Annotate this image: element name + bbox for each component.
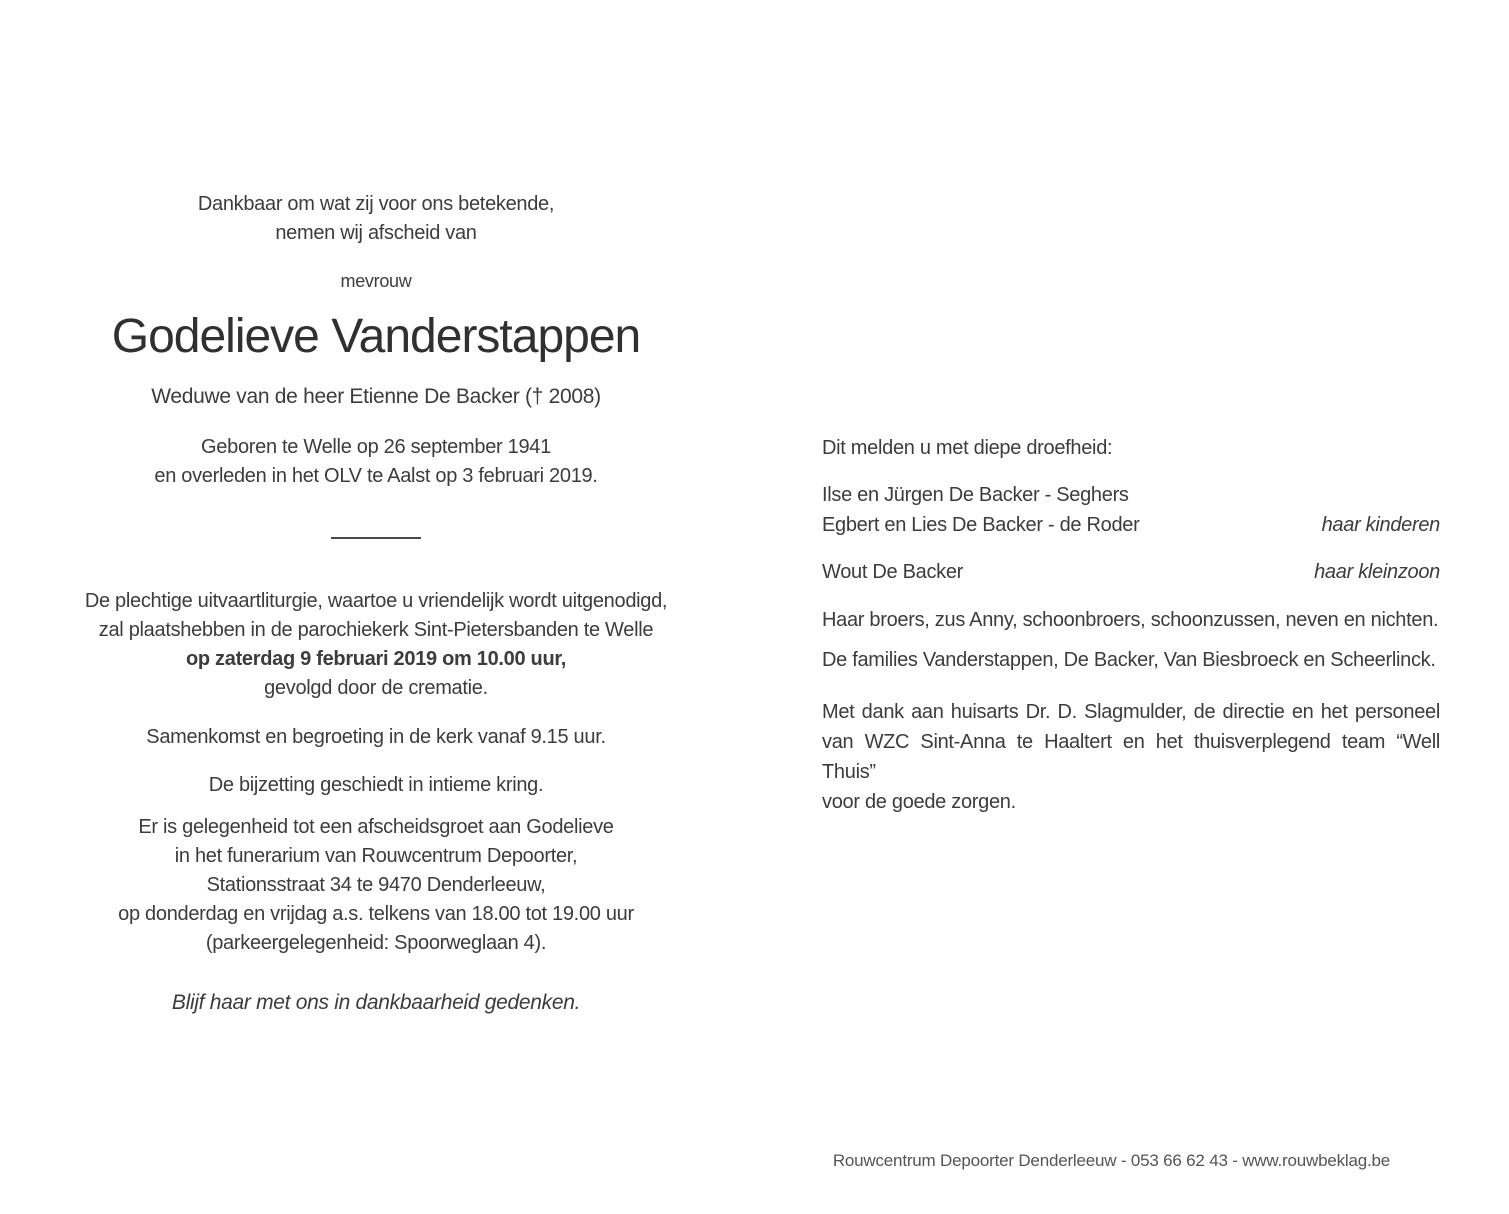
section-divider <box>331 537 421 539</box>
farewell-line-5: (parkeergelegenheid: Spoorweglaan 4). <box>205 932 547 954</box>
birth-line: Geboren te Welle op 26 september 1941 <box>201 436 551 458</box>
farewell-block <box>70 813 682 958</box>
salutation: mevrouw <box>340 271 412 291</box>
farewell-line-2: in het funerarium van Rouwcentrum Depoorter, <box>174 845 578 867</box>
ceremony-column <box>70 190 682 1017</box>
grandson-row <box>822 557 1440 587</box>
announcement-line: Dit melden u met diepe droefheid: <box>822 437 1113 459</box>
families-line: De families Vanderstappen, De Backer, Van Biesbroeck en Scheerlinck. <box>822 649 1436 671</box>
thanks-line-2: van WZC Sint-Anna te Haaltert en het thuisverplegend team “Well Thuis” <box>822 731 1440 783</box>
deceased-name: Godelieve Vanderstappen <box>111 310 641 363</box>
service-line-2: zal plaatshebben in de parochiekerk Sint-Pietersbanden te Welle <box>98 619 654 641</box>
thanks-block <box>822 697 1440 817</box>
children-names-line-1: Ilse en Jürgen De Backer - Seghers <box>822 484 1129 506</box>
children-relation-label: haar kinderen <box>1321 514 1440 536</box>
farewell-line-4: op donderdag en vrijdag a.s. telkens van 18.00 tot 19.00 uur <box>118 903 634 925</box>
farewell-line-3: Stationsstraat 34 te 9470 Denderleeuw, <box>206 874 546 896</box>
farewell-line-1: Er is gelegenheid tot een afscheidsgroet aan Godelieve <box>138 816 614 838</box>
intro-line-2: nemen wij afscheid van <box>275 222 477 244</box>
grandson-relation-label: haar kleinzoon <box>1314 561 1440 583</box>
mourners-column <box>822 433 1440 817</box>
service-line-4: gevolgd door de crematie. <box>264 677 488 699</box>
interment-line: De bijzetting geschiedt in intieme kring. <box>208 774 544 796</box>
footer-credit: Rouwcentrum Depoorter Denderleeuw - 053 66 62 43 - www.rouwbeklag.be <box>832 1151 1390 1170</box>
widow-of-line: Weduwe van de heer Etienne De Backer († 2008) <box>151 385 601 408</box>
relatives-line: Haar broers, zus Anny, schoonbroers, schoonzussen, neven en nichten. <box>822 609 1439 631</box>
service-date-line: op zaterdag 9 februari 2019 om 10.00 uur, <box>185 648 567 670</box>
service-block <box>70 587 682 703</box>
children-names-line-2: Egbert en Lies De Backer - de Roder <box>822 514 1140 536</box>
children-block <box>822 480 1440 540</box>
death-line: en overleden in het OLV te Aalst op 3 februari 2019. <box>154 465 598 487</box>
thanks-line-3: voor de goede zorgen. <box>822 791 1016 813</box>
birth-death-block <box>70 433 682 491</box>
service-line-1: De plechtige uitvaartliturgie, waartoe u vriendelijk wordt uitgenodigd, <box>84 590 668 612</box>
intro-line-1: Dankbaar om wat zij voor ons betekende, <box>197 193 555 215</box>
gathering-line: Samenkomst en begroeting in de kerk vanaf 9.15 uur. <box>146 726 606 748</box>
grandson-name: Wout De Backer <box>822 561 964 583</box>
remembrance-line: Blijf haar met ons in dankbaarheid gedenken. <box>171 991 581 1014</box>
thanks-line-1: Met dank aan huisarts Dr. D. Slagmulder, de directie en het personeel <box>822 701 1440 723</box>
children-names-line-2-row <box>822 510 1440 540</box>
